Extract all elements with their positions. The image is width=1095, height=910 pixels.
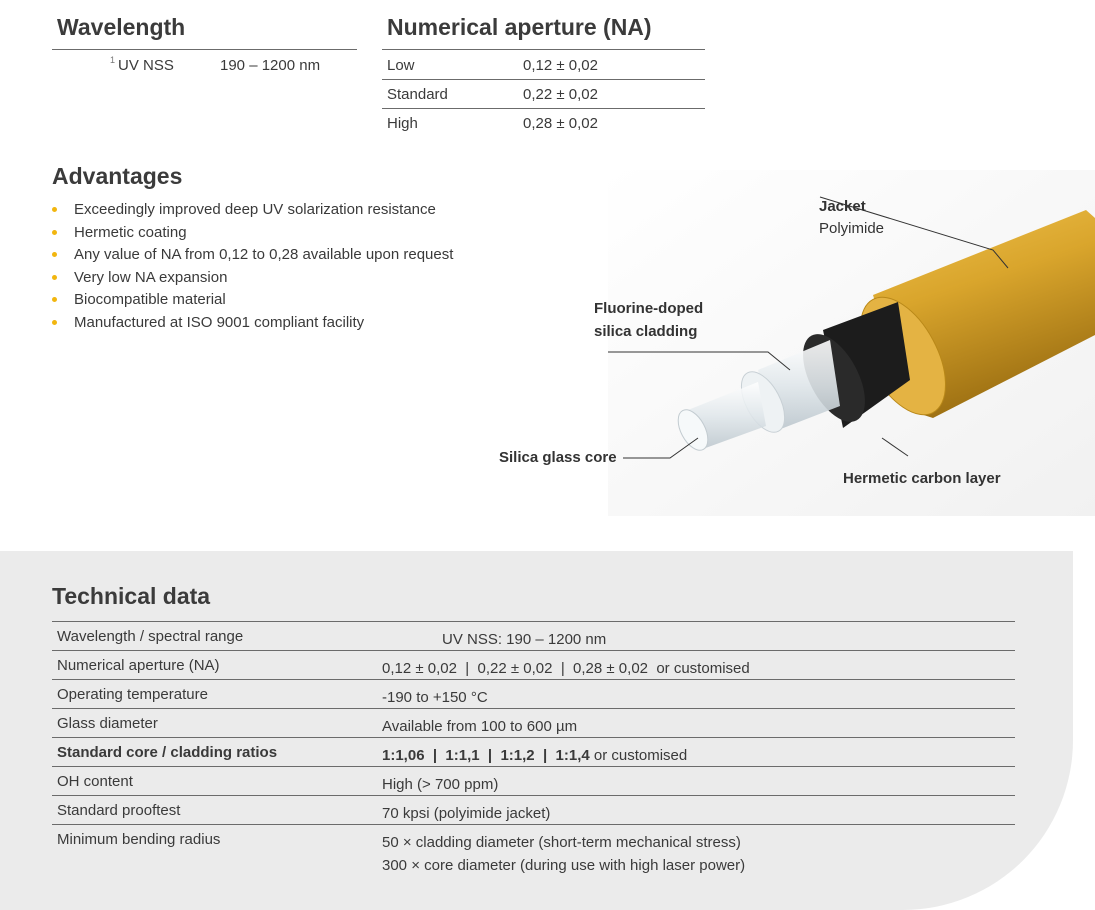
row-value — [382, 744, 687, 767]
table-row — [52, 708, 1015, 737]
technical-data-table — [52, 621, 1015, 877]
row-key: Standard prooftest — [57, 802, 181, 819]
jacket-label — [819, 196, 884, 240]
row-value: Available from 100 to 600 µm — [382, 718, 578, 735]
table-row — [52, 766, 1015, 795]
advantage-item — [52, 222, 453, 245]
core-label: Silica glass core — [499, 449, 617, 466]
bullet-icon — [52, 230, 57, 235]
advantage-text: Hermetic coating — [74, 223, 187, 241]
wavelength-value: 190 – 1200 nm — [220, 57, 321, 74]
row-value — [382, 831, 745, 877]
cladding-label-line1: Fluorine-doped — [594, 300, 704, 317]
cladding-label — [594, 297, 703, 343]
na-value: 0,22 ± 0,02 — [523, 86, 598, 103]
row-key: Operating temperature — [57, 686, 208, 703]
advantage-text: Biocompatible material — [74, 291, 226, 309]
ratios-bold: 1:1,06 | 1:1,1 | 1:1,2 | 1:1,4 — [382, 747, 590, 764]
advantage-item — [52, 289, 453, 312]
advantages-list — [52, 199, 453, 335]
row-value-line2: 300 × core diameter (during use with high laser power) — [382, 857, 746, 874]
na-value: 0,28 ± 0,02 — [523, 115, 598, 132]
advantage-text: Any value of NA from 0,12 to 0,28 available upon request — [74, 246, 454, 264]
bullet-icon — [52, 275, 57, 280]
advantage-text: Very low NA expansion — [74, 268, 228, 286]
wavelength-heading: Wavelength — [57, 14, 186, 40]
table-row — [52, 795, 1015, 824]
row-value: 0,12 ± 0,02 | 0,22 ± 0,02 | 0,28 ± 0,02 or customised — [382, 660, 750, 677]
bullet-icon — [52, 320, 57, 325]
row-key: Wavelength / spectral range — [57, 628, 244, 645]
advantage-text: Manufactured at ISO 9001 compliant facility — [74, 313, 365, 331]
na-row-low — [382, 51, 705, 80]
footnote-mark: 1 — [110, 55, 116, 65]
na-label: Standard — [387, 86, 448, 103]
advantage-item — [52, 267, 453, 290]
ratios-rest: or customised — [589, 747, 688, 764]
jacket-material: Polyimide — [819, 220, 885, 237]
table-row — [52, 679, 1015, 708]
advantage-item — [52, 312, 453, 335]
wavelength-label: UV NSS — [118, 57, 174, 74]
row-value: High (> 700 ppm) — [382, 776, 499, 793]
table-row — [52, 650, 1015, 679]
na-label: High — [387, 115, 418, 132]
advantages-heading: Advantages — [52, 163, 183, 189]
bullet-icon — [52, 297, 57, 302]
row-key: Standard core / cladding ratios — [57, 744, 278, 761]
na-label: Low — [387, 57, 415, 74]
table-row — [52, 737, 1015, 766]
jacket-title: Jacket — [819, 198, 866, 215]
row-value: UV NSS: 190 – 1200 nm — [442, 631, 607, 648]
na-value: 0,12 ± 0,02 — [523, 57, 598, 74]
row-key: Minimum bending radius — [57, 831, 221, 848]
bullet-icon — [52, 252, 57, 257]
advantage-text: Exceedingly improved deep UV solarization resistance — [74, 201, 436, 218]
na-row-standard — [382, 80, 705, 109]
row-value: -190 to +150 °C — [382, 689, 488, 706]
cladding-label-line2: silica cladding — [594, 323, 698, 340]
technical-data-heading: Technical data — [52, 583, 211, 609]
table-row — [52, 621, 1015, 650]
na-row-high — [382, 109, 705, 137]
na-heading: Numerical aperture (NA) — [387, 14, 652, 40]
bullet-icon — [52, 207, 57, 212]
carbon-label: Hermetic carbon layer — [843, 470, 1001, 487]
na-rule — [382, 49, 705, 50]
advantage-item — [52, 199, 453, 222]
row-value-line1: 50 × cladding diameter (short-term mechanical stress) — [382, 834, 741, 851]
row-key: OH content — [57, 773, 133, 790]
table-row — [52, 824, 1015, 877]
row-value: 70 kpsi (polyimide jacket) — [382, 805, 551, 822]
na-table — [382, 51, 705, 137]
row-key: Numerical aperture (NA) — [57, 657, 220, 674]
advantage-item — [52, 244, 453, 267]
row-key: Glass diameter — [57, 715, 158, 732]
wavelength-row — [52, 57, 357, 79]
wavelength-rule — [52, 49, 357, 50]
